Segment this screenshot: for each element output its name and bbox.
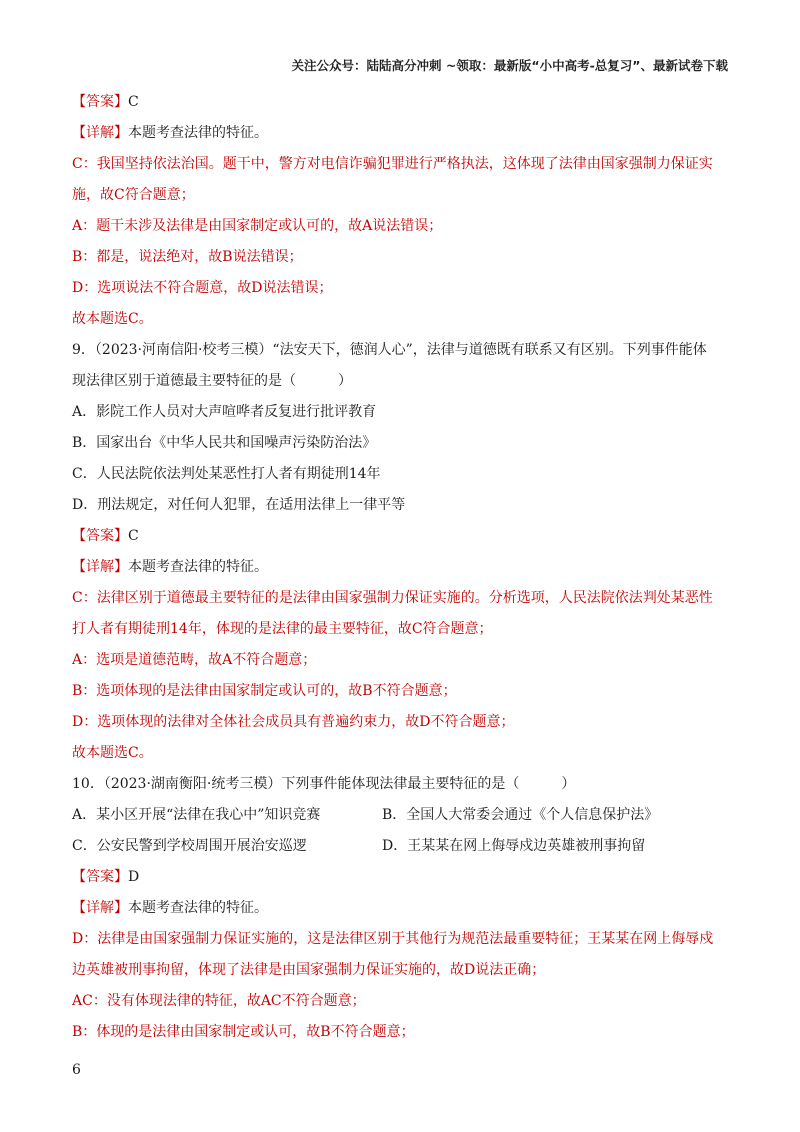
answer-line	[72, 867, 732, 887]
option-b: B．国家出台《中华人民共和国噪声污染防治法》	[72, 435, 377, 451]
option-a: A．某小区开展“法律在我心中”知识竞赛	[72, 807, 321, 823]
option-c: C．人民法院依法判处某恶性打人者有期徒刑14年	[72, 466, 381, 482]
explanation-line: 打人者有期徒刑14年，体现的是法律的最主要特征，故C符合题意；	[72, 621, 493, 637]
detail-text: 本题考查法律的特征。	[128, 559, 268, 575]
answer-line	[72, 526, 732, 546]
explanation-line: B：都是，说法绝对，故B说法错误；	[72, 249, 303, 265]
option-c: C．公安民警到学校周围开展治安巡逻	[72, 838, 307, 854]
option-b: B．全国人大常委会通过《个人信息保护法》	[382, 807, 659, 823]
explanation-line: A：题干未涉及法律是由国家制定或认可的，故A说法错误；	[72, 218, 443, 234]
question-stem: 10．（2023·湖南衡阳·统考三模）下列事件能体现法律最主要特征的是（ ）	[72, 776, 576, 792]
option-d: D．刑法规定，对任何人犯罪，在适用法律上一律平等	[72, 497, 406, 513]
explanation-line: 边英雄被刑事拘留，体现了法律是由国家强制力保证实施的，故D说法正确；	[72, 962, 546, 978]
page-header: 关注公众号：陆陆高分冲刺 ~领取：最新版“小中高考-总复习”、最新试卷下载	[291, 58, 728, 73]
explanation-line: D：选项体现的法律对全体社会成员具有普遍约束力，故D不符合题意；	[72, 714, 515, 730]
answer-label: 【答案】	[72, 528, 128, 544]
explanation-line: A：选项是道德范畴，故A不符合题意；	[72, 652, 317, 668]
explanation-line: C：法律区别于道德最主要特征的是法律由国家强制力保证实施的。分析选项，人民法院依法判处某恶性	[72, 590, 713, 606]
option-d: D．王某某在网上侮辱戍边英雄被刑事拘留	[382, 838, 646, 854]
option-row	[72, 836, 732, 856]
explanation-line: C：我国坚持依法治国。题干中，警方对电信诈骗犯罪进行严格执法，这体现了法律由国家强制力保证实	[72, 156, 713, 172]
page-number: 6	[72, 1062, 81, 1078]
answer-value: C	[128, 528, 139, 544]
detail-label: 【详解】	[72, 900, 128, 916]
option-a: A．影院工作人员对大声喧哗者反复进行批评教育	[72, 404, 377, 420]
conclusion-line: 故本题选C。	[72, 311, 153, 327]
detail-label: 【详解】	[72, 125, 128, 141]
detail-line	[72, 123, 732, 143]
answer-value: C	[128, 94, 139, 110]
explanation-line: D：法律是由国家强制力保证实施的，这是法律区别于其他行为规范法最重要特征；王某某在网上侮辱戍	[72, 931, 714, 947]
question-stem: 现法律区别于道德最主要特征的是（ ）	[72, 373, 352, 389]
question-stem: 9．（2023·河南信阳·校考三模）“法安天下，德润人心”，法律与道德既有联系又有区别。下列事件能体	[72, 342, 707, 358]
answer-line	[72, 92, 732, 112]
answer-label: 【答案】	[72, 94, 128, 110]
explanation-line: B：选项体现的是法律由国家制定或认可的，故B不符合题意；	[72, 683, 457, 699]
answer-value: D	[128, 869, 140, 885]
conclusion-line: 故本题选C。	[72, 745, 153, 761]
page-content	[72, 92, 732, 1042]
explanation-line: AC：没有体现法律的特征，故AC不符合题意；	[72, 993, 366, 1009]
detail-text: 本题考查法律的特征。	[128, 900, 268, 916]
option-row	[72, 805, 732, 825]
explanation-line: 施，故C符合题意；	[72, 187, 195, 203]
answer-label: 【答案】	[72, 869, 128, 885]
detail-line	[72, 557, 732, 577]
explanation-line: D：选项说法不符合题意，故D说法错误；	[72, 280, 333, 296]
detail-text: 本题考查法律的特征。	[128, 125, 268, 141]
detail-line	[72, 898, 732, 918]
detail-label: 【详解】	[72, 559, 128, 575]
explanation-line: B：体现的是法律由国家制定或认可，故B不符合题意；	[72, 1024, 415, 1040]
